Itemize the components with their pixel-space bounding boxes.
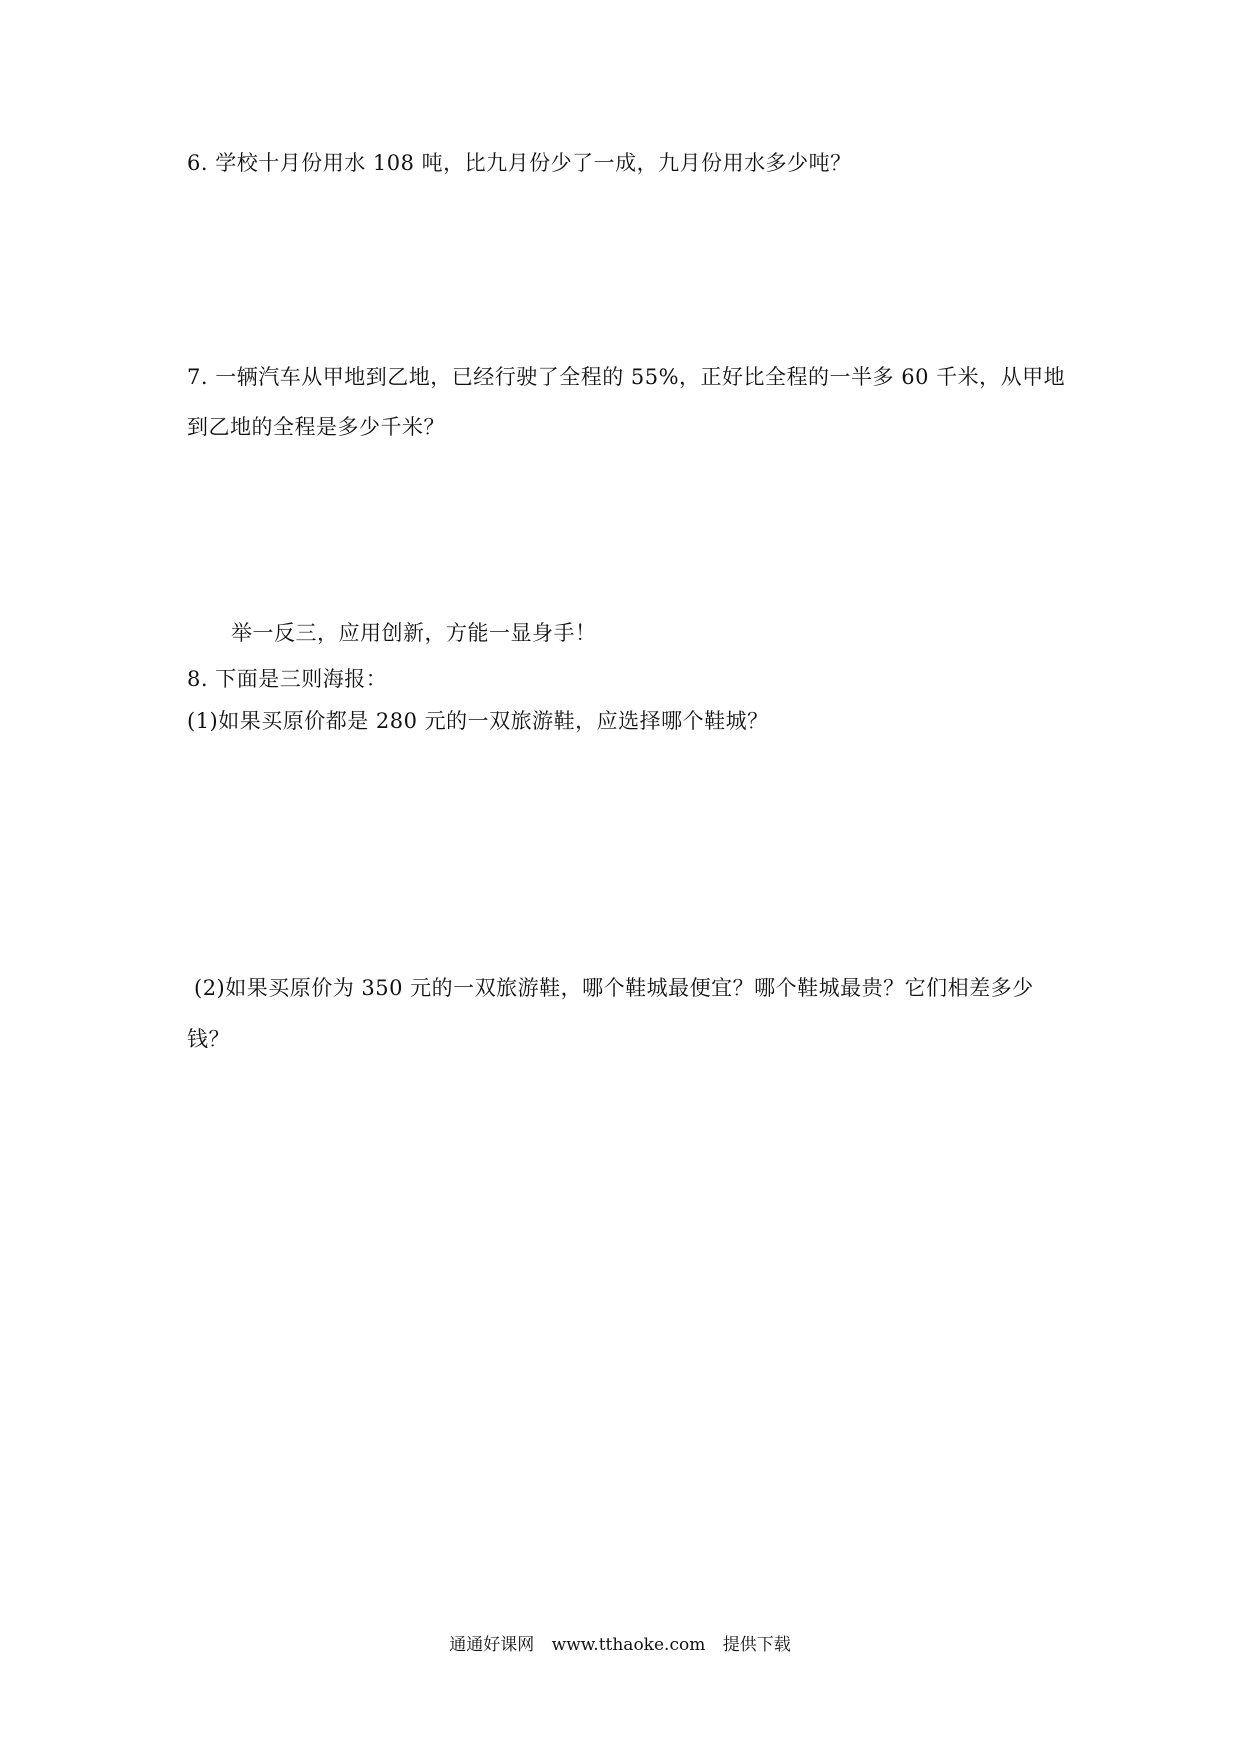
page-footer (0, 1633, 1240, 1657)
footer-url: www.tthaoke.com (551, 1635, 706, 1655)
section-intro: 举一反三，应用创新，方能一显身手！ (231, 621, 597, 645)
question-7-text-line1: 7. 一辆汽车从甲地到乙地，已经行驶了全程的 55%，正好比全程的一半多 60 千米，从甲地 (187, 365, 1066, 389)
question-7-text-line2: 到乙地的全程是多少千米？ (187, 415, 445, 439)
footer-brand: 通通好课网 (449, 1635, 535, 1655)
question-8-part-1: (1)如果买原价都是 280 元的一双旅游鞋，应选择哪个鞋城？ (187, 709, 769, 733)
question-8-part-2-line1: (2)如果买原价为 350 元的一双旅游鞋，哪个鞋城最便宜？哪个鞋城最贵？它们相差多少 (194, 976, 1034, 1000)
footer-note: 提供下载 (722, 1635, 791, 1655)
question-8-title: 8. 下面是三则海报： (187, 667, 388, 691)
question-8-part-2-line2: 钱？ (187, 1027, 230, 1051)
question-6-text: 6. 学校十月份用水 108 吨，比九月份少了一成，九月份用水多少吨？ (187, 151, 852, 175)
